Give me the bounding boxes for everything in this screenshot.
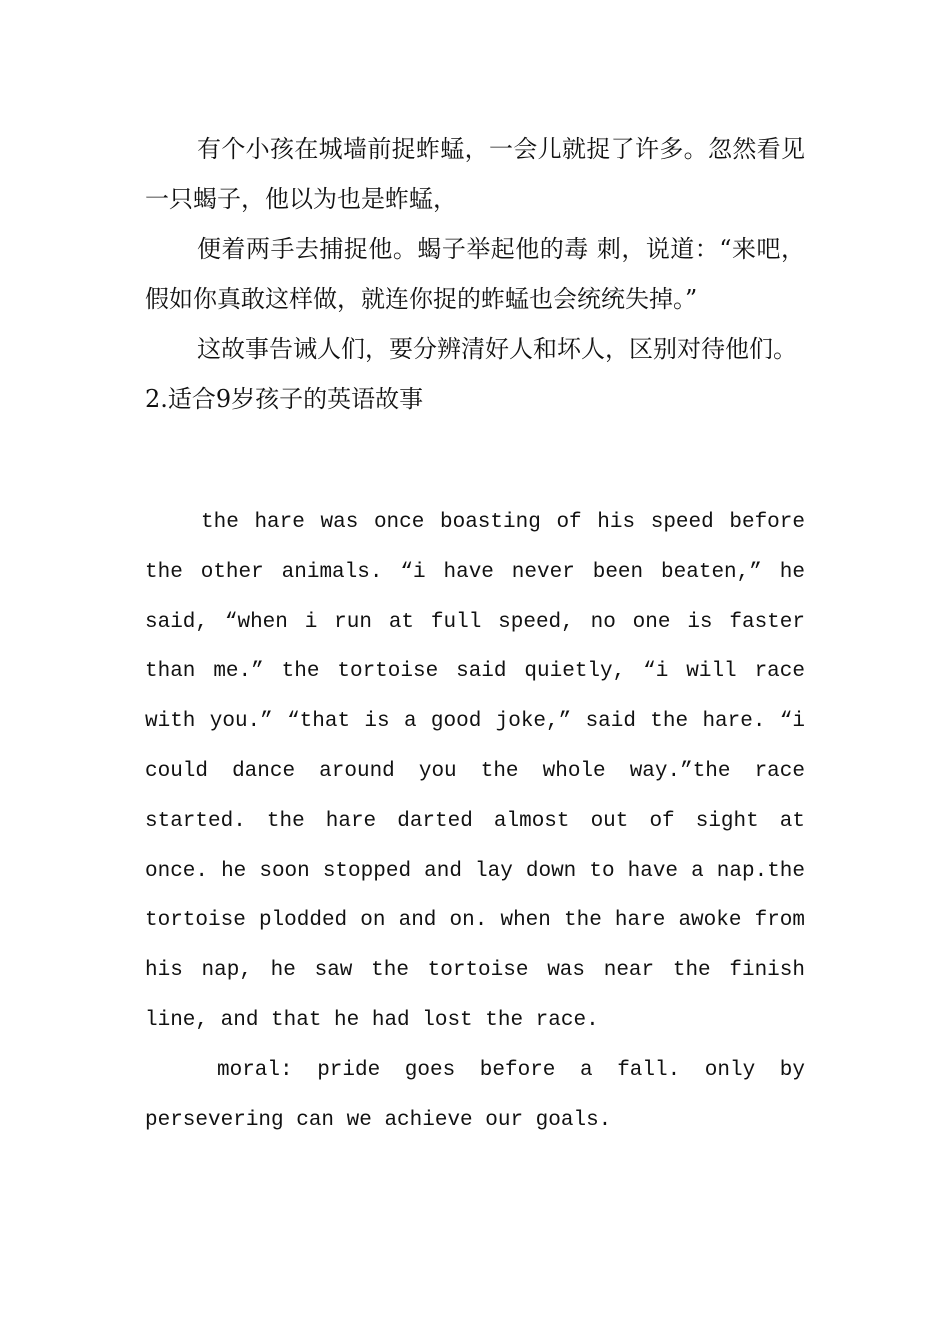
paragraph-moral-cn: 这故事告诫人们，要分辨清好人和坏人，区别对待他们。 [197,335,797,363]
document-page [145,0,805,1145]
paragraph-grasshopper-boy: 有个小孩在城墙前捉蚱蜢，一会儿就捉了许多。忽然看见一只蝎子，他以为也是蚱蜢， [145,135,805,213]
section-heading: 2.适合9岁孩子的英语故事 [145,385,424,413]
paragraph-scorpion-speech: 便着两手去捕捉他。蝎子举起他的毒 刺，说道：“来吧，假如你真敢这样做，就连你捉的蚱蜢也会统统失掉。” [145,235,805,313]
paragraph-moral-en: moral: pride goes before a fall. only by persevering can we achieve our goals. [145,1058,805,1132]
paragraph-hare-tortoise-story: the hare was once boasting of his speed before the other animals. “i have never been beaten,” he said, “when i run at full speed, no one is faster than me.” the tortoise said quietly, “i will race with you.” “that is a good joke,” said the hare. “i could dance around you the whole way.”the race started. the hare darted almost out of sight at once. he soon stopped and lay down to have a nap.the tortoise plodded on and on. when the hare awoke from his nap, he saw the tortoise was near the finish line, and that he had lost the race. [145,511,805,1032]
